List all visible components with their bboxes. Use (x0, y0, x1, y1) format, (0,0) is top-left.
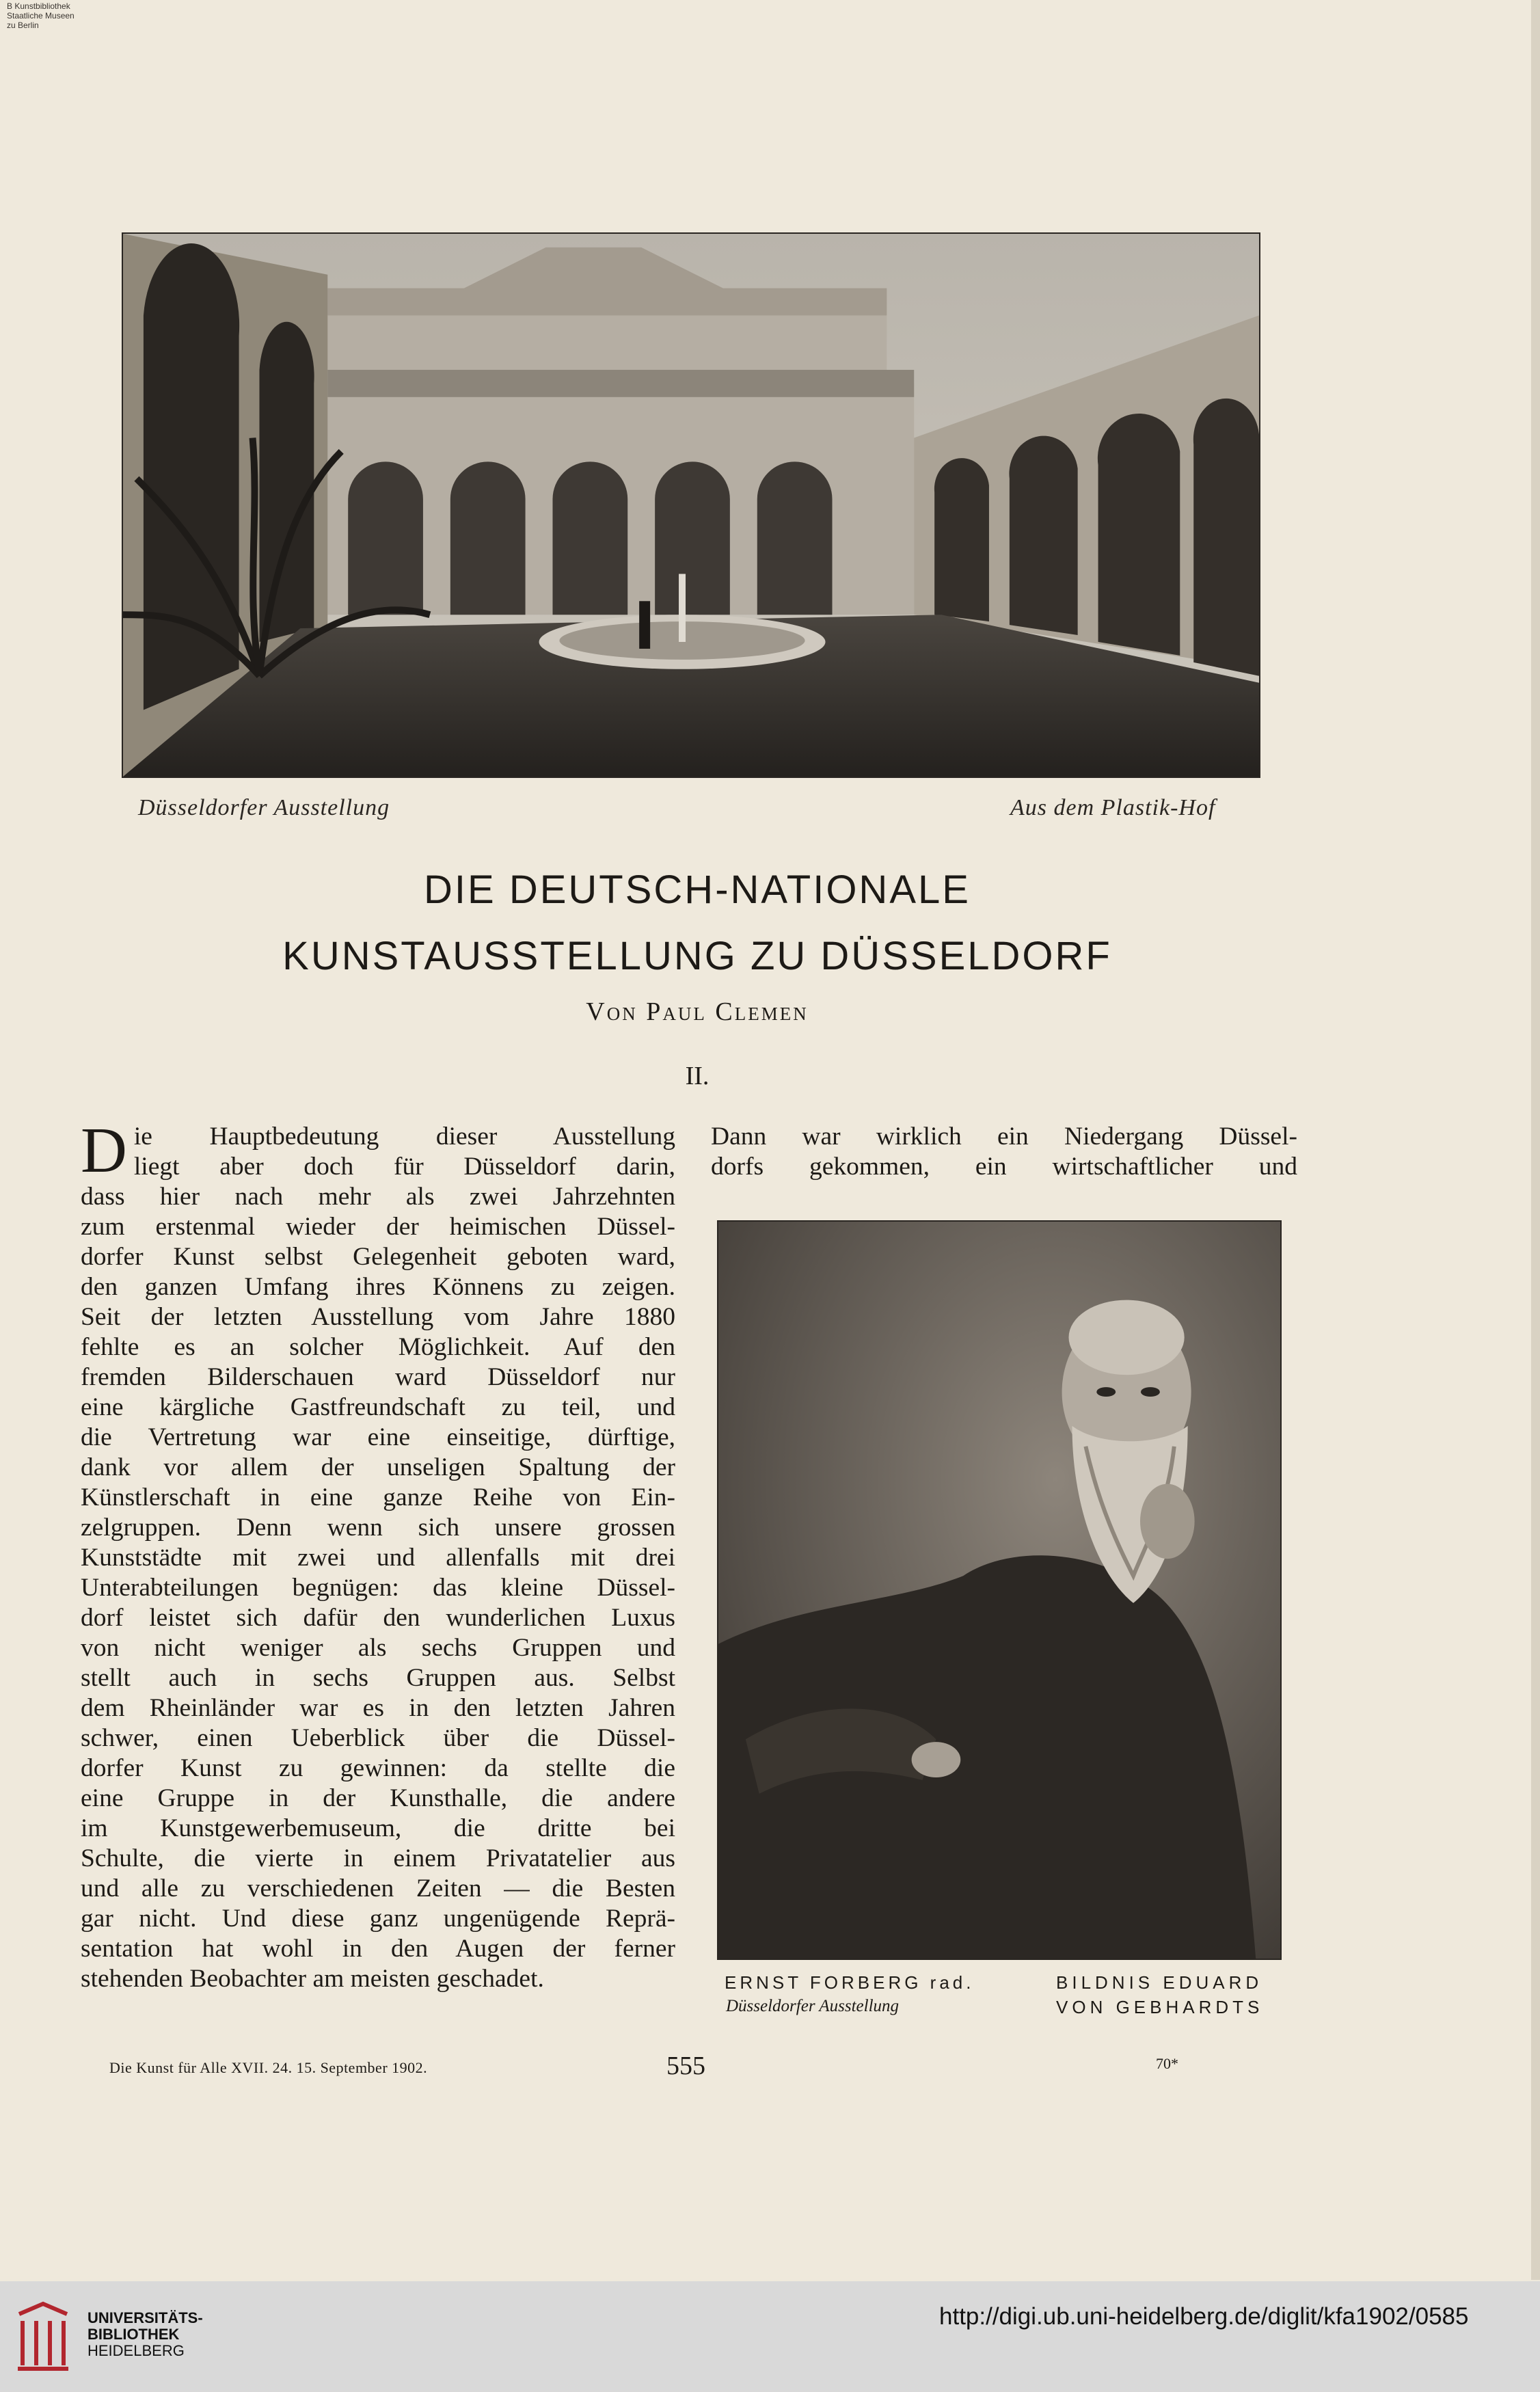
text-line: schwer, einen Ueberblick über die Düssel- (81, 1724, 675, 1752)
courtyard-photo-image (123, 234, 1259, 777)
library-name (87, 2310, 203, 2359)
text-line: stellt auch in sechs Gruppen aus. Selbst (81, 1664, 675, 1692)
text-line: stehenden Beobachter am meisten geschadet. (81, 1965, 544, 1993)
article-title-line1: DIE DEUTSCH-NATIONALE (424, 868, 971, 912)
text-line: Seit der letzten Ausstellung vom Jahre 1880 (81, 1303, 675, 1331)
text-line: die Vertretung war eine einseitige, dürftige, (81, 1423, 675, 1451)
article-author: Von Paul Clemen (586, 997, 809, 1026)
left-text-column (81, 1115, 675, 1994)
heidelberg-library-logo-icon (12, 2300, 74, 2376)
photo-caption-left: Düsseldorfer Ausstellung (138, 795, 390, 820)
text-line: dem Rheinländer war es in den letzten Jahren (81, 1694, 675, 1722)
journal-footer: Die Kunst für Alle XVII. 24. 15. September 1902. (109, 2059, 428, 2076)
courtyard-photo (122, 232, 1260, 778)
text-line: dorfs gekommen, ein wirtschaftlicher und (711, 1153, 1297, 1181)
text-line: eine Gruppe in der Kunsthalle, die andere (81, 1784, 675, 1812)
stamp-line: zu Berlin (7, 21, 39, 30)
digital-copy-url[interactable]: http://digi.ub.uni-heidelberg.de/diglit/kfa1902/0585 (939, 2303, 1469, 2330)
text-line: Dann war wirklich ein Niedergang Düssel- (711, 1123, 1297, 1151)
stamp-line: B Kunstbibliothek (7, 1, 70, 11)
text-line: dorf leistet sich dafür den wunderlichen Luxus (81, 1604, 675, 1632)
article-title-line2: KUNSTAUSSTELLUNG ZU DÜSSELDORF (282, 934, 1112, 978)
text-line: eine kärgliche Gastfreundschaft zu teil, und (81, 1393, 675, 1421)
text-line: dank vor allem der unseligen Spaltung der (81, 1453, 675, 1481)
text-line: im Kunstgewerbemuseum, die dritte bei (81, 1814, 675, 1842)
article-part-number: II. (685, 1062, 710, 1090)
library-name-line: HEIDELBERG (87, 2342, 185, 2359)
text-line: und alle zu verschiedenen Zeiten — die Besten (81, 1874, 675, 1903)
text-line: Unterabteilungen begnügen: das kleine Düssel- (81, 1574, 675, 1602)
library-name-line: BIBLIOTHEK (87, 2326, 180, 2343)
portrait-title-line1: BILDNIS EDUARD (1056, 1972, 1263, 1993)
text-line: den ganzen Umfang ihres Könnens zu zeigen. (81, 1273, 675, 1301)
stamp-line: Staatliche Museen (7, 11, 75, 21)
portrait-etching (717, 1220, 1282, 1960)
photo-caption-right: Aus dem Plastik-Hof (1010, 795, 1216, 820)
page-edge (1531, 0, 1540, 2280)
right-text-column (711, 1122, 1297, 1182)
text-line: von nicht weniger als sechs Gruppen und (81, 1634, 675, 1662)
page-number: 555 (666, 2052, 705, 2080)
text-line: sentation hat wohl in den Augen der ferner (81, 1935, 675, 1963)
text-line: zelgruppen. Denn wenn sich unsere grossen (81, 1514, 675, 1542)
text-line: dorfer Kunst selbst Gelegenheit geboten ward, (81, 1243, 675, 1271)
text-line: Künstlerschaft in eine ganze Reihe von Ein- (81, 1483, 675, 1511)
text-line: liegt aber doch für Düsseldorf darin, (133, 1153, 675, 1181)
text-line: ie Hauptbedeutung dieser Ausstellung (133, 1123, 675, 1151)
signature-mark: 70* (1156, 2055, 1178, 2072)
portrait-artist-credit: ERNST FORBERG rad. (725, 1972, 975, 1993)
drop-cap: D (81, 1115, 127, 1186)
portrait-etching-image (718, 1222, 1280, 1959)
library-name-line: UNIVERSITÄTS- (87, 2309, 203, 2326)
text-line: gar nicht. Und diese ganz ungenügende Reprä- (81, 1905, 675, 1933)
text-line: dass hier nach mehr als zwei Jahrzehnten (81, 1183, 675, 1211)
text-line: dorfer Kunst zu gewinnen: da stellte die (81, 1754, 675, 1782)
text-line: Schulte, die vierte in einem Privatatelier aus (81, 1844, 675, 1872)
text-line: Kunststädte mit zwei und allenfalls mit drei (81, 1544, 675, 1572)
text-line: zum erstenmal wieder der heimischen Düssel- (81, 1213, 675, 1241)
library-bar (0, 2281, 1540, 2392)
library-stamp (7, 1, 123, 30)
text-line: fremden Bilderschauen ward Düsseldorf nur (81, 1363, 675, 1391)
portrait-exhibition: Düsseldorfer Ausstellung (726, 1997, 900, 2015)
text-line: fehlte es an solcher Möglichkeit. Auf den (81, 1333, 675, 1361)
portrait-title-line2: VON GEBHARDTS (1056, 1997, 1264, 2017)
